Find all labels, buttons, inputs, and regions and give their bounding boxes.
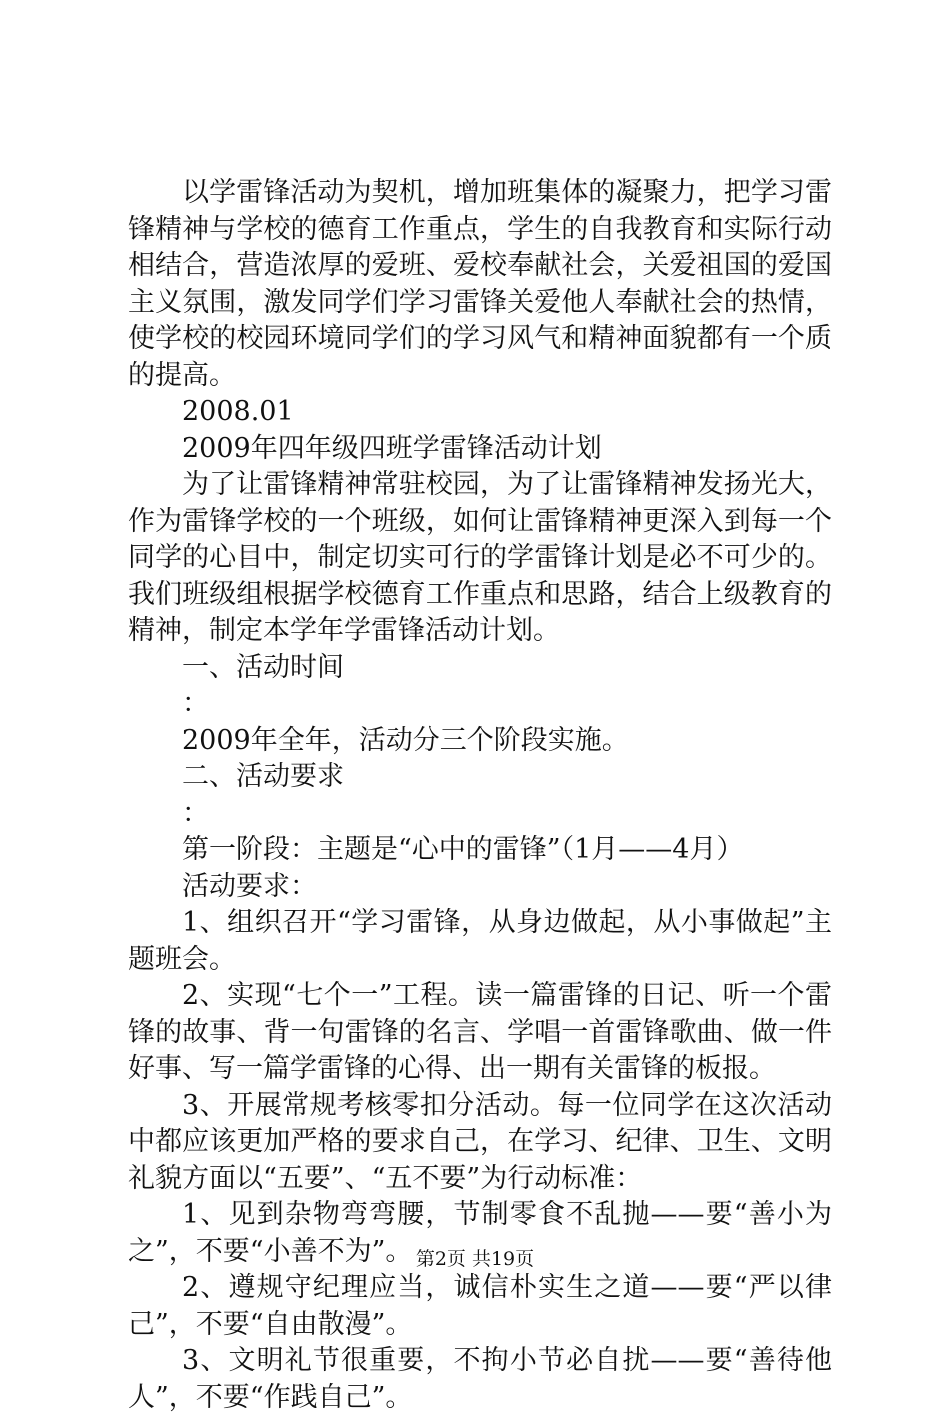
colon-line-1: ： <box>182 688 209 719</box>
paragraph-date: 2008.01 <box>182 396 294 427</box>
page-footer: 第2页 共19页 <box>415 1248 535 1270</box>
paragraph-plan-intro: 为了让雷锋精神常驻校园，为了让雷锋精神发扬光大，作为雷锋学校的一个班级，如何让雷锋精神更深入到每一个同学的心目中，制定切实可行的学雷锋计划是必不可少的。我们班级组根据学校德育工作重点和思路，结合上级教育的精神，制定本学年学雷锋活动计划。 <box>128 469 832 646</box>
rule-item-2: 2、遵规守纪理应当，诚信朴实生之道——要“严以律己”，不要“自由散漫”。 <box>128 1272 832 1340</box>
colon-line-2: ： <box>182 797 209 829</box>
rule-item-1: 1、见到杂物弯弯腰，节制零食不乱抛——要“善小为之”，不要“小善不为”。 <box>128 1199 832 1267</box>
heading-activity-requirements: 二、活动要求 <box>182 761 344 792</box>
list-item-1: 1、组织召开“学习雷锋，从身边做起，从小事做起”主题班会。 <box>128 907 832 975</box>
heading-activity-time: 一、活动时间 <box>182 651 344 683</box>
list-item-2: 2、实现“七个一”工程。读一篇雷锋的日记、听一个雷锋的故事、背一句雷锋的名言、学唱一首雷锋歌曲、做一件好事、写一篇学雷锋的心得、出一期有关雷锋的板报。 <box>128 980 832 1084</box>
paragraph-activity-time: 2009年全年，活动分三个阶段实施。 <box>182 724 629 756</box>
paragraph-requirements-label: 活动要求： <box>182 870 317 902</box>
paragraph-intro: 以学雷锋活动为契机，增加班集体的凝聚力，把学习雷锋精神与学校的德育工作重点，学生的自我教育和实际行动相结合，营造浓厚的爱班、爱校奉献社会，关爱祖国的爱国主义氛围，激发同学们学习雷锋关爱他人奉献社会的热情，使学校的校园环境同学们的学习风气和精神面貌都有一个质的提高。 <box>128 177 832 391</box>
paragraph-stage-one: 第一阶段：主题是“心中的雷锋”（1月——4月） <box>182 834 744 865</box>
rule-item-3: 3、文明礼节很重要，不拘小节必自扰——要“善待他人”，不要“作践自己”。 <box>128 1345 832 1413</box>
paragraph-plan-title: 2009年四年级四班学雷锋活动计划 <box>182 432 602 464</box>
list-item-3: 3、开展常规考核零扣分活动。每一位同学在这次活动中都应该更加严格的要求自己，在学习、纪律、卫生、文明礼貌方面以“五要”、“五不要”为行动标准： <box>128 1089 832 1194</box>
document-body <box>128 175 832 1416</box>
